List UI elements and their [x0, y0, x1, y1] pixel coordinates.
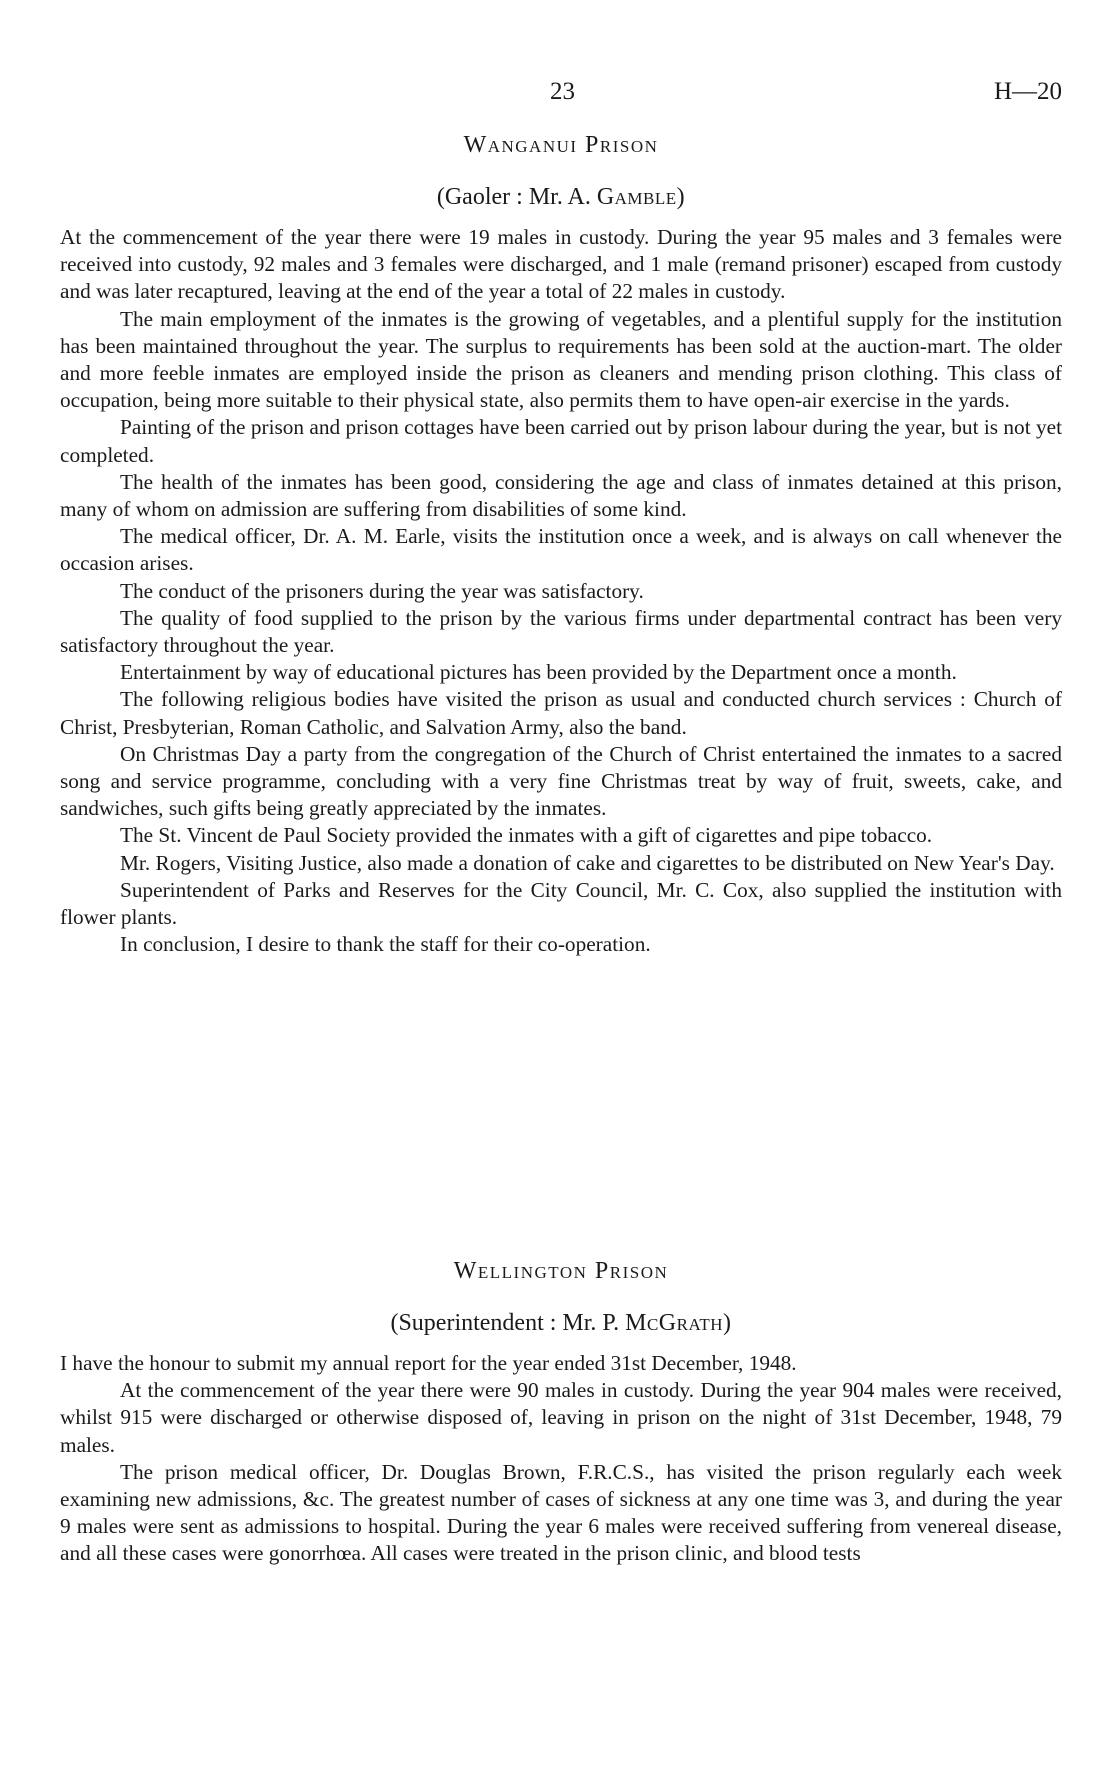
paragraph: The health of the inmates has been good, considering the age and class of inmates detained at this prison, many of whom on admission are suffering from disabilities of some kind. — [60, 469, 1062, 522]
officer-role: (Superintendent : — [390, 1310, 557, 1336]
officer-line — [60, 182, 1062, 212]
paragraph: The medical officer, Dr. A. M. Earle, visits the institution once a week, and is always on call whenever the occasion arises. — [60, 524, 1062, 576]
paragraph: The conduct of the prisoners during the year was satisfactory. — [120, 578, 644, 603]
paragraph: The prison medical officer, Dr. Douglas Brown, F.R.C.S., has visited the prison regularly each week examining new admissions, &c. The greatest number of cases of sickness at any one time was 3, and during the year 9 males were sent as admissions to hospital. During the year 6 males were received suffering from venereal disease, and all these cases were gonorrhœa. All cases were treated in the prison clinic, and blood tests — [60, 1459, 1062, 1566]
paragraph: The main employment of the inmates is the growing of vegetables, and a plentiful supply for the institution has been maintained throughout the year. The surplus to requirements has been sold at the auction-mart. The older and more feeble inmates are employed inside the prison as cleaners and mending prison clothing. This class of occupation, being more suitable to their physical state, also permits them to have open-air exercise in the yards. — [60, 306, 1062, 413]
paragraph: Painting of the prison and prison cottages have been carried out by prison labour during the year, but is not yet completed. — [60, 415, 1062, 467]
officer-role: (Gaoler : — [436, 184, 523, 210]
officer-line — [60, 1308, 1062, 1338]
paragraph: The following religious bodies have visited the prison as usual and conducted church services : Church of Christ, Presbyterian, Roman Catholic, and Salvation Army, also the band. — [60, 687, 1062, 739]
officer-prefix: Mr. P. — [562, 1310, 620, 1336]
paragraph: In conclusion, I desire to thank the staff for their co-operation. — [120, 932, 651, 957]
paragraph: On Christmas Day a party from the congregation of the Church of Christ entertained the inmates to a sacred song and service programme, concluding with a very fine Christmas treat by way of fruit, sweets, cake, and sandwiches, such gifts being greatly appreciated by the inmates. — [60, 741, 1062, 821]
section-title: Wellington Prison — [453, 1258, 669, 1284]
paragraph: I have the honour to submit my annual report for the year ended 31st December, 1948. — [60, 1351, 797, 1375]
paragraph: The St. Vincent de Paul Society provided the inmates with a gift of cigarettes and pipe tobacco. — [120, 823, 933, 848]
paragraph: The quality of food supplied to the prison by the various firms under departmental contract has been very satisfactory throughout the year. — [60, 605, 1062, 658]
paragraph: Superintendent of Parks and Reserves for the City Council, Mr. C. Cox, also supplied the institution with flower plants. — [60, 877, 1062, 930]
page-header — [60, 78, 1062, 118]
officer-prefix: Mr. A. — [528, 184, 591, 210]
section-wanganui-prison — [60, 130, 1062, 958]
paragraph: At the commencement of the year there were 19 males in custody. During the year 95 males and 3 females were received into custody, 92 males and 3 females were discharged, and 1 male (remand prisoner) escaped from custody and was later recaptured, leaving at the end of the year a total of 22 males in custody. — [60, 225, 1062, 304]
section-title: Wanganui Prison — [463, 132, 659, 158]
officer-surname: Gamble) — [596, 184, 686, 210]
report-reference: H—20 — [993, 78, 1062, 105]
paragraph: At the commencement of the year there were 90 males in custody. During the year 904 males were received, whilst 915 were discharged or otherwise disposed of, leaving in prison on the night of 31st December, 1948, 79 males. — [60, 1378, 1062, 1457]
paragraph: Mr. Rogers, Visiting Justice, also made a donation of cake and cigarettes to be distributed on New Year's Day. — [120, 850, 1055, 875]
paragraph: Entertainment by way of educational pictures has been provided by the Department once a month. — [120, 660, 957, 685]
section-wellington-prison — [60, 1256, 1062, 1568]
page-number: 23 — [550, 78, 575, 105]
officer-surname: McGrath) — [625, 1310, 732, 1336]
